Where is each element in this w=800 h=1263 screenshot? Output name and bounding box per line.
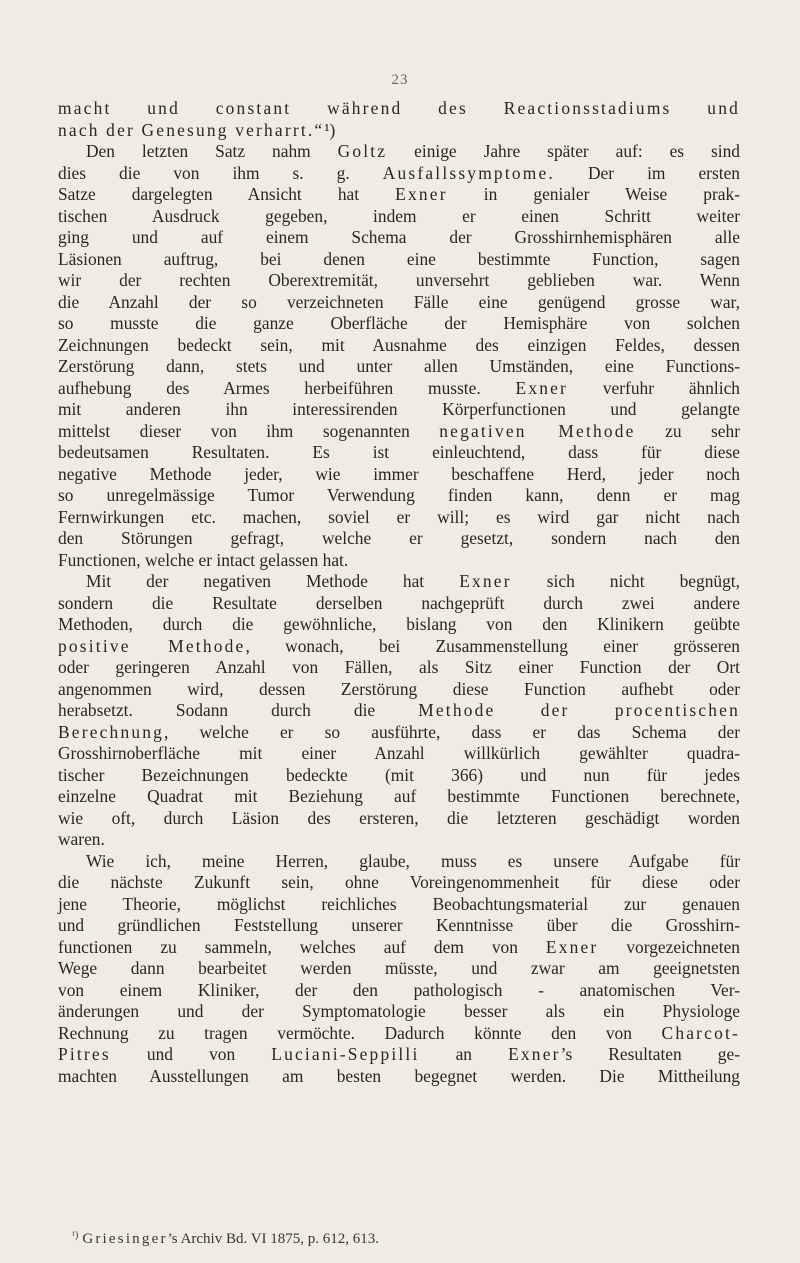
text-line	[58, 894, 740, 916]
text-line	[58, 485, 740, 507]
text-line	[58, 571, 740, 593]
text-run: Mit der negativen Methode hat	[86, 571, 460, 591]
text-run: die Anzahl der so verzeichneten Fälle eine genügend grosse war,	[58, 291, 740, 312]
text-line	[58, 614, 740, 636]
text-run: waren.	[58, 829, 105, 849]
text-line	[58, 679, 740, 701]
text-line	[58, 937, 740, 959]
text-run: negative Methode jeder, wie immer beschaffene Herd, jeder noch	[58, 463, 740, 484]
text-line	[58, 464, 740, 486]
emphasized-text: Exner	[515, 377, 569, 398]
text-line	[58, 1044, 740, 1066]
text-run: ging und auf einem Schema der Grosshirnhemisphären alle	[58, 227, 740, 247]
text-run: functionen zu sammeln, welches auf dem von	[58, 936, 546, 957]
emphasized-text: Exner	[459, 571, 512, 591]
text-line	[58, 249, 740, 271]
text-run: die nächste Zukunft sein, ohne Voreingenommenheit für diese oder	[58, 872, 740, 892]
emphasized-text: Exner	[508, 1044, 561, 1064]
emphasized-text: Goltz	[337, 141, 388, 161]
text-line	[58, 442, 740, 464]
text-run: sich nicht begnügt,	[511, 571, 740, 591]
text-line	[58, 528, 740, 550]
text-run: und gründlichen Feststellung unserer Kenntnisse über die Grosshirn-	[58, 915, 740, 935]
text-run: zu sehr	[635, 420, 740, 441]
text-run: Methoden, durch die gewöhnliche, bislang von den Klinikern geübte	[58, 614, 740, 634]
text-run: aufhebung des Armes herbeiführen musste.	[58, 377, 516, 398]
text-run: an	[419, 1044, 509, 1064]
text-run: verfuhr ähnlich	[568, 377, 741, 398]
text-line	[58, 141, 740, 163]
text-run: wie oft, durch Läsion des ersteren, die letzteren geschädigt worden	[58, 807, 740, 828]
text-run: , wonach, bei Zusammenstellung einer grösseren	[245, 635, 741, 656]
text-line	[58, 120, 740, 142]
emphasized-text: Berechnung	[58, 721, 165, 742]
text-line	[58, 356, 740, 378]
emphasized-text: Methode der procentischen	[418, 700, 740, 720]
text-line	[58, 980, 740, 1002]
text-run: Wie ich, meine Herren, glaube, muss es unsere Aufgabe für	[86, 850, 740, 871]
emphasized-text: Ausfallssymptome.	[382, 162, 555, 183]
text-line	[58, 335, 740, 357]
text-line	[58, 915, 740, 937]
text-run: Grosshirnoberfläche mit einer Anzahl willkürlich gewählter quadra-	[58, 743, 740, 763]
text-run: den Störungen gefragt, welche er gesetzt, sondern nach den	[58, 528, 740, 548]
text-run: mittelst dieser von ihm sogenannten	[58, 420, 440, 441]
text-line	[58, 292, 740, 314]
emphasized-text: Exner	[545, 936, 599, 957]
text-line	[58, 98, 740, 120]
body-text	[58, 98, 740, 1087]
text-line	[58, 1001, 740, 1023]
text-line	[58, 507, 740, 529]
text-run: tischer Bezeichnungen bedeckte (mit 366) und nun für jedes	[58, 764, 740, 785]
text-run: in genialer Weise prak-	[447, 184, 740, 204]
text-run: ¹)	[324, 119, 336, 140]
text-line	[58, 700, 740, 722]
text-run: einige Jahre später auf: es sind	[387, 141, 740, 161]
text-line	[58, 765, 740, 787]
text-line	[58, 313, 740, 335]
text-run: Läsionen auftrug, bei denen eine bestimmte Function, sagen	[58, 248, 740, 269]
text-line	[58, 550, 740, 572]
text-run: dies die von ihm s. g.	[58, 162, 383, 183]
text-line	[58, 593, 740, 615]
footnote-text: ’s Archiv Bd. VI 1875, p. 612, 613.	[167, 1231, 380, 1247]
text-line	[58, 636, 740, 658]
text-run: einzelne Quadrat mit Beziehung auf bestimmte Functionen berechnete,	[58, 786, 740, 806]
text-line	[58, 270, 740, 292]
emphasized-text: Pitres	[58, 1044, 111, 1064]
text-line	[58, 722, 740, 744]
text-run: Zeichnungen bedeckt sein, mit Ausnahme des einzigen Feldes, dessen	[58, 334, 740, 355]
footnote-marker: ¹)	[72, 1230, 79, 1241]
emphasized-text: positive Methode	[58, 635, 246, 656]
text-line	[58, 163, 740, 185]
text-line	[58, 184, 740, 206]
text-line	[58, 958, 740, 980]
text-line	[58, 657, 740, 679]
text-line	[58, 1023, 740, 1045]
text-run: Der im ersten	[554, 162, 740, 183]
text-run: Satze dargelegten Ansicht hat	[58, 184, 396, 204]
text-run: , welche er so ausführte, dass er das Schema der	[164, 721, 740, 742]
text-run: angenommen wird, dessen Zerstörung diese Function aufhebt oder	[58, 678, 740, 699]
text-run: herabsetzt. Sodann durch die	[58, 700, 419, 720]
text-run: Rechnung zu tragen vermöchte. Dadurch könnte den von	[58, 1022, 662, 1043]
emphasized-text: Charcot-	[661, 1022, 740, 1043]
text-line	[58, 378, 740, 400]
emphasized-text: negativen Methode	[439, 420, 636, 441]
text-run: oder geringeren Anzahl von Fällen, als Sitz einer Function der Ort	[58, 657, 740, 677]
text-line	[58, 421, 740, 443]
text-line	[58, 829, 740, 851]
text-run: bedeutsamen Resultaten. Es ist einleuchtend, dass für diese	[58, 442, 740, 462]
text-run: sondern die Resultate derselben nachgeprüft durch zwei andere	[58, 592, 740, 613]
text-line	[58, 1066, 740, 1088]
text-line	[58, 851, 740, 873]
text-line	[58, 227, 740, 249]
emphasized-text: macht und constant während des Reactionsstadiums und	[58, 98, 740, 118]
text-run: tischen Ausdruck gegeben, indem er einen Schritt weiter	[58, 205, 740, 226]
emphasized-text: nach der Genesung verharrt.“	[58, 119, 325, 140]
emphasized-text: Luciani-Seppilli	[271, 1044, 420, 1064]
text-run: vorgezeichneten	[598, 936, 740, 957]
footnote	[72, 1226, 740, 1249]
emphasized-text: Exner	[395, 184, 448, 204]
text-run: jene Theorie, möglichst reichliches Beobachtungsmaterial zur genauen	[58, 893, 740, 914]
text-run: wir der rechten Oberextremität, unversehrt geblieben war. Wenn	[58, 270, 740, 290]
text-line	[58, 786, 740, 808]
text-line	[58, 399, 740, 421]
page-number: 23	[391, 72, 409, 88]
text-run: Zerstörung dann, stets und unter allen Umständen, eine Functions-	[58, 356, 740, 376]
text-run: und von	[110, 1044, 272, 1064]
text-run: mit anderen ihn interessirenden Körperfunctionen und gelangte	[58, 399, 740, 419]
text-run: von einem Kliniker, der den pathologisch - anatomischen Ver-	[58, 979, 740, 1000]
text-run: änderungen und der Symptomatologie besser als ein Physiologe	[58, 1001, 740, 1021]
footnote-author: Griesinger	[82, 1231, 168, 1247]
text-run: Den letzten Satz nahm	[86, 141, 338, 161]
text-run: Fernwirkungen etc. machen, soviel er will; es wird gar nicht nach	[58, 506, 740, 527]
text-run: ’s Resultaten ge-	[560, 1044, 740, 1064]
text-run: so musste die ganze Oberfläche der Hemisphäre von solchen	[58, 313, 740, 333]
text-line	[58, 872, 740, 894]
text-line	[58, 743, 740, 765]
text-run: machten Ausstellungen am besten begegnet werden. Die Mittheilung	[58, 1065, 740, 1086]
text-run: Wege dann bearbeitet werden müsste, und zwar am geeignetsten	[58, 958, 740, 978]
text-run: Functionen, welche er intact gelassen hat.	[58, 549, 349, 570]
text-line	[58, 808, 740, 830]
text-run: so unregelmässige Tumor Verwendung finden kann, denn er mag	[58, 485, 740, 505]
text-line	[58, 206, 740, 228]
